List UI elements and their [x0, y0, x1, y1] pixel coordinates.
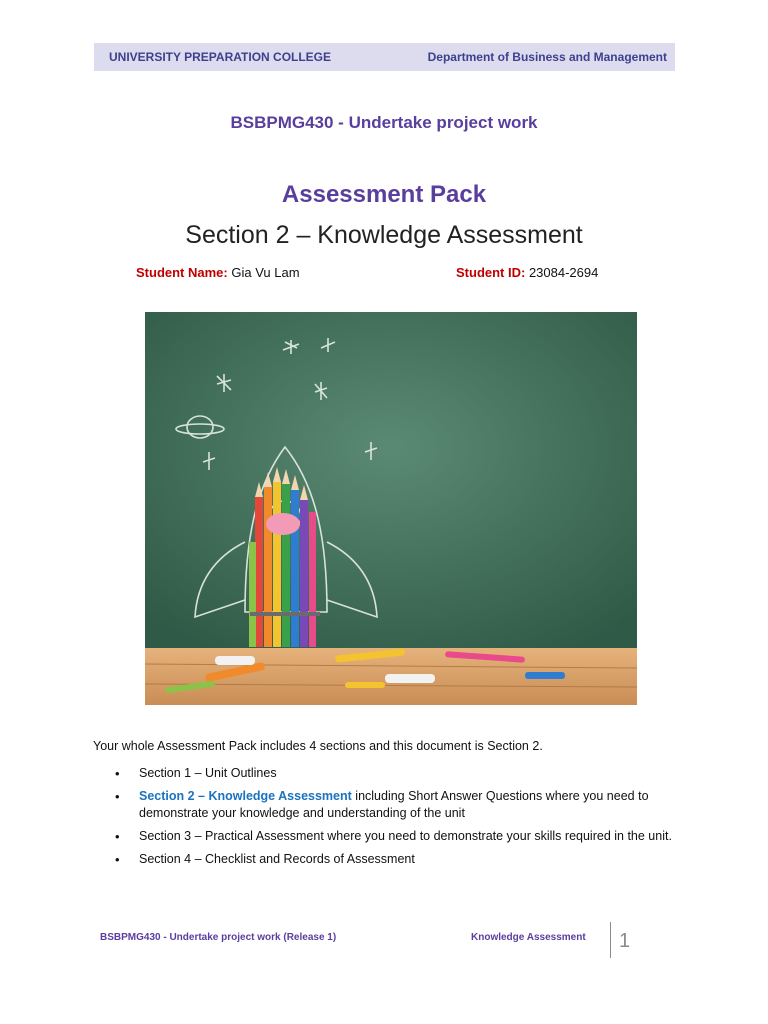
student-name-line: [136, 265, 300, 280]
list-item: [115, 851, 675, 868]
list-item-text: Section 3 – Practical Assessment where you need to demonstrate your skills required in the unit.: [139, 829, 672, 843]
department-name: Department of Business and Management: [427, 50, 667, 64]
bullet-icon: •: [115, 789, 120, 804]
chalkboard-rocket-pencils-image: [145, 312, 637, 705]
list-item: [115, 788, 675, 822]
list-item: [115, 828, 675, 845]
header-band: [94, 43, 675, 71]
footer-unit-release: BSBPMG430 - Undertake project work (Release 1): [100, 932, 337, 943]
list-item-text: Section 1 – Unit Outlines: [139, 766, 277, 780]
bullet-icon: •: [115, 829, 120, 844]
student-name-label: Student Name:: [136, 265, 228, 280]
student-id-line: [456, 265, 598, 280]
footer-divider: [610, 922, 611, 958]
list-item-text: including Short Answer Questions where you need to demonstrate your knowledge and understanding of the unit: [139, 789, 649, 820]
bullet-icon: •: [115, 766, 120, 781]
list-item: [115, 765, 675, 782]
list-item-text: Section 4 – Checklist and Records of Assessment: [139, 852, 415, 866]
student-id-label: Student ID:: [456, 265, 526, 280]
sections-list: [115, 765, 675, 874]
student-id-value: 23084-2694: [528, 265, 599, 280]
college-name: UNIVERSITY PREPARATION COLLEGE: [109, 50, 332, 64]
intro-text: Your whole Assessment Pack includes 4 sections and this document is Section 2.: [93, 739, 543, 753]
footer-section-name: Knowledge Assessment: [471, 932, 586, 943]
pack-title: Assessment Pack: [281, 181, 487, 208]
student-name-value: Gia Vu Lam: [231, 265, 300, 280]
list-item-highlight: Section 2 – Knowledge Assessment: [139, 789, 352, 803]
unit-title: BSBPMG430 - Undertake project work: [230, 113, 538, 132]
bullet-icon: •: [115, 852, 120, 867]
page-number: 1: [619, 930, 631, 952]
section-title: Section 2 – Knowledge Assessment: [185, 221, 583, 249]
